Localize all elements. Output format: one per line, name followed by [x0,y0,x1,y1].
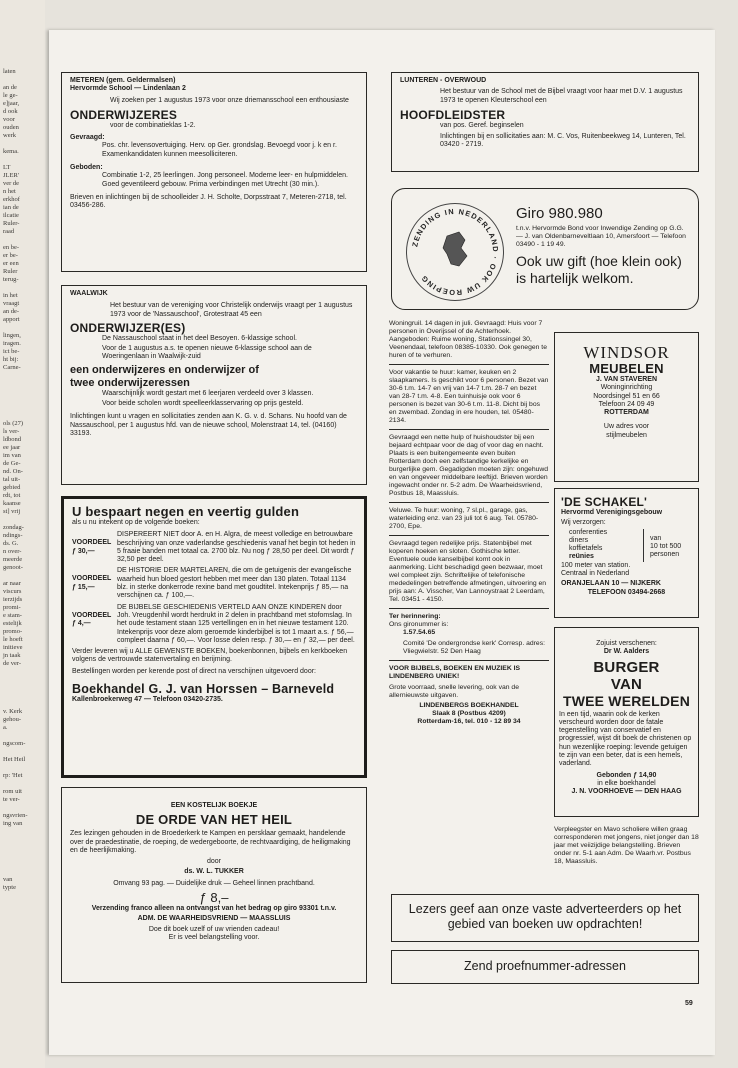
adjacent-text-fragment: promi- [3,604,21,611]
schakel-service: reünies [569,553,594,561]
discount-label: VOORDEEL [72,539,112,547]
divider [389,660,549,661]
adjacent-text-fragment: apport [3,316,20,323]
ad-specs: Omvang 93 pag. — Duidelijke druk — Geheel linnen prachtband. [113,879,315,887]
ad-title: U bespaart negen en veertig gulden [72,504,300,519]
herinnering-title: Ter herinnering: [389,613,441,620]
adjacent-text-fragment: le hoeft [3,636,23,643]
ad-title-secondary: twee onderwijzeressen [70,376,190,389]
book-description: DE BIJBELSE GESCHIEDENIS VERTELD AAN ONZE KINDEREN door Joh. Vreugdenhil wordt herdrukt in 2 delen in prachtband met stofomslag. In het oude testament staan 125 vertellingen en in het nieuwe testament 120. Intekenprijs voor deze alom geroemde kinderbijbel is tot 1 maart a.s. ƒ 56,— compleet daarna ƒ 60,—. Voor losse delen resp. ƒ 30,— en ƒ 32,— per deel. [117,603,355,644]
ad-paragraph: Waarschijnlijk wordt gestart met 6 leerjaren verdeeld over 3 klassen. [102,389,314,397]
ad-location: LUNTEREN - OVERWOUD [400,77,487,84]
ad-lezers [391,894,699,942]
ad-kicker: EEN KOSTELIJK BOEKJE [170,802,258,809]
adjacent-text-fragment: viscurs [3,588,22,595]
schakel-range: van [650,534,662,542]
divider [389,608,549,609]
adjacent-text-fragment: n het [3,188,16,195]
classified-woning: Woningruil. 14 dagen in juli. Gevraagd: Huis voor 7 personen in Overijssel of de Achterhoek. Aangeboden: Ruime woning, Stationssingel 30, Veenendaal, telefoon 08385-10330. Ook genegen te huren of te verhuren. [389,320,547,359]
adjacent-text-fragment: ierzijds [3,596,23,603]
ad-gift-line: Er is veel belangstelling voor. [168,933,260,941]
burger-title: TWEE WERELDEN [562,692,691,709]
adjacent-text-fragment: LT [3,164,11,171]
adjacent-text-fragment: ds. G. [3,540,19,547]
schakel-location: Centraal in Nederland [561,570,630,578]
adjacent-text-fragment: tal uit- [3,476,21,483]
ad-location: WAALWIJK [70,290,108,297]
schakel-range: 10 tot 500 [650,542,682,550]
giro-number: Giro 980.980 [516,205,603,222]
adjacent-text-fragment: e stam- [3,612,22,619]
schakel-title: 'DE SCHAKEL' [561,495,648,509]
book-description: DE HISTORIE DER MARTELAREN, die om de getuigenis der evangelische waarheid hun bloed gestort hebben met meer dan 130 platen. Totaal 1134 blz. in sterke donkerrode rexine band met goudtitel. Intekenprijs ƒ 85,— na verschijnen ca. ƒ 100,—. [117,567,352,600]
burger-author: Dr W. Aalders [603,648,650,656]
ad-title: ONDERWIJZERES [70,107,178,122]
windsor-owner: J. VAN STAVEREN [595,376,658,383]
adjacent-text-fragment: Ruler [3,268,18,275]
ad-paragraph: Bestellingen worden per kerende post of direct na verschijnen uitgevoerd door: [72,667,316,675]
offer-text: Combinatie 1-2, 25 leerlingen. Jong personeel. Moderne leer- en hulpmiddelen. Goed geventileerd gebouw. Prima verbindingen met Utrecht (30 min.). [102,172,348,188]
adjacent-text-fragment: ee jaar [3,444,21,451]
ad-school: Hervormde School — Lindenlaan 2 [70,85,186,93]
windsor-tag: Uw adres voor [603,423,650,431]
ad-lunteren [391,72,699,172]
ad-paragraph: Verder leveren wij u ALLE GEWENSTE BOEKEN, boekenbonnen, bijbels en kerkboeken volgens de vertrouwde statenvertaling en berijming. [72,648,348,664]
windsor-line: Telefoon 24 09 49 [598,400,655,408]
adjacent-text-fragment: an de- [3,308,20,315]
adjacent-text-fragment: erkhof [3,196,20,203]
adjacent-text-fragment: rom uit [3,788,22,795]
adjacent-text-fragment: terug- [3,276,19,283]
ad-subtitle: van pos. Geref. beginselen [440,121,524,129]
schakel-service: conferenties [569,528,608,536]
req-text: Pos. chr. levensovertuiging. Herv. op Ger. grondslag. Bevoegd voor j. k en r. Examenkandidaten kunnen meesolliciteren. [102,142,337,158]
adjacent-text-fragment: genoot- [3,564,23,571]
burger-title: VAN [610,675,643,693]
ad-gift-line: Doe dit boek uzelf of uw vrienden cadeau! [148,925,280,933]
ad-shipping: Verzending franco alleen na ontvangst van het bedrag op giro 93301 t.n.v. [91,905,337,913]
adjacent-text-fragment: ing van [3,820,23,827]
ad-meteren [61,72,367,272]
ad-title: DE ORDE VAN HET HEIL [135,812,293,828]
ad-title-secondary: een onderwijzeres en onderwijzer of [70,363,259,376]
ad-author: ds. W. L. TUKKER [184,868,244,876]
adjacent-text-fragment: a. [3,724,8,731]
netherlands-map-shape [443,232,467,266]
ad-description: Zes lezingen gehouden in de Broederkerk te Kampen en persklaar gemaakt, handelende over de praedestinatie, de roeping, de wedergeboorte, de rechtvaardiging, de heiligmaking en de heerlijkmaking. [70,830,351,854]
adjacent-text-fragment: jn taak [3,652,21,659]
ad-subtitle: als u nu intekent op de volgende boeken: [72,519,200,526]
adjacent-text-fragment: en be- [3,244,20,251]
adjacent-text-fragment: Het Heil [3,756,26,763]
adjacent-text-fragment: de ver- [3,660,22,667]
adjacent-page-strip [0,0,45,1068]
giro-label: Ons gironummer is: [389,621,449,628]
schakel-phone: TELEFOON 03494-2668 [587,588,666,596]
adjacent-text-fragment: de Ge- [3,460,21,467]
burger-kicker: Zojuist verschenen: [596,640,657,647]
adjacent-text-fragment: im van [3,452,21,459]
windsor-line: Woninginrichting [600,384,653,392]
discount-amount: ƒ 15,— [72,583,95,591]
seal-ring-text: ZENDING IN NEDERLAND · OOK UW ROEPING [410,206,501,298]
adjacent-text-fragment: ldbond [3,436,22,443]
book-item [72,531,356,564]
adjacent-text-fragment: rdt, tot [3,492,21,499]
zending-seal [406,203,504,301]
adjacent-text-fragment: ian de [3,204,19,211]
schakel-service: diners [569,536,589,544]
adjacent-text-fragment: ar naar [3,580,21,587]
adjacent-text-fragment: er be- [3,252,18,259]
windsor-tag: stijlmeubelen [606,431,647,439]
divider [389,364,549,365]
lindenbergs-name: LINDENBERGS BOEKHANDEL [419,702,519,709]
burger-publisher: J. N. VOORHOEVE — DEN HAAG [571,788,682,796]
newspaper-page [49,30,715,1055]
ad-info: Inlichtingen bij en sollicitaties aan: M. C. Vos, Ruitenbeekweg 14, Lunteren, Tel. 03420 - 2719. [440,133,686,149]
adjacent-text-fragment: ver de [3,180,20,187]
adjacent-text-fragment: kema. [3,148,19,155]
giro-value: 1.57.54.65 [403,629,436,636]
schakel-location: 100 meter van station. [561,561,631,569]
ad-title: HOOFDLEIDSTER [400,107,506,122]
book-discount [72,604,117,645]
classified-hulp: Gevraagd een nette hulp of huishoudster bij een bejaard echtpaar voor de dag of voor dag en nacht. Plaats is een buitengemeente even buiten Rotterdam doch een zelfstandige kerkelijke en burgerlijke gem. Gegadigden moeten zijn: ongehuwd en van ongeveer middelbare leeftijd. Brieven worden ingewacht onder nr. 5-2 adm. De Waarheidsvriend, Postbus 18, Maassluis. [389,434,549,497]
lindenbergs-title: VOOR BIJBELS, BOEKEN EN MUZIEK IS LINDENBERG UNIEK! [389,665,521,680]
ad-orde-heil [61,787,367,983]
zending-org: t.n.v. Hervormde Bond voor Inwendige Zending op G.G. — J. van Oldenbarneveltlaan 10, Amersfoort — Telefoon 03490 - 1 19 49. [516,225,686,248]
classifieds-column [389,320,549,726]
schakel-intro: Wij verzorgen: [561,519,606,527]
burger-description: In een tijd, waarin ook de kerken verscheurd worden door de fatale tegenstelling van conservatief en progressief, wijst dit boek de christenen op hun wezenlijke roeping: levende getuigen te zijn van een beter, dat is een hemels, vaderland. [559,710,692,768]
ad-admin: ADM. DE WAARHEIDSVRIEND — MAASSLUIS [137,915,291,923]
classified-veluwe: Veluwe. Te huur: woning, 7 sl.pl., garage, gas, waterleiding enz. van 23 juli tot 6 aug. Tel. 05780-2700, Epe. [389,507,539,530]
adjacent-text-fragment: raad [3,228,15,235]
discount-label: VOORDEEL [72,575,112,583]
ad-windsor [554,332,699,482]
adjacent-text-fragment: typte [3,884,16,891]
offer-label: Geboden: [70,164,103,172]
adjacent-text-fragment: ilcatie [3,212,19,219]
adjacent-text-fragment: ict be- [3,348,20,355]
adjacent-text-fragment: ouden [3,124,19,131]
ad-title: ONDERWIJZER(ES) [70,320,186,335]
burger-title: BURGER [593,658,660,676]
lezers-text: Lezers geef aan onze vaste adverteerders op het gebied van boeken uw opdrachten! [408,902,682,931]
adjacent-text-fragment: lingen, [3,332,21,339]
schakel-range: personen [650,551,680,559]
ad-paragraph: De Nassauschool staat in het deel Besoyen. 6-klassige school. [102,334,297,342]
zend-text: Zend proefnummer-adressen [464,959,626,973]
ad-books-horssen [61,496,367,778]
ad-location: METEREN (gem. Geldermalsen) [70,77,176,84]
windsor-title: MEUBELEN [589,361,664,376]
adjacent-text-fragment: gehou- [3,716,22,723]
ad-subtitle: voor de combinatieklas 1-2. [110,121,196,129]
adjacent-text-fragment: ls ver- [3,428,20,435]
shop-address: Kallenbroekerweg 47 — Telefoon 03420-2735. [72,696,223,704]
classified-verpleegster: Verpleegster en Mavo scholiere willen graag corresponderen met jongens, niet jonger dan 18 jaar met veiizijdige belangstelling. Brieven onder nr. 5-1 aan Adm. De Waarh.vr. Postbus 18, Maassluis. [554,826,699,865]
lindenbergs-address: Slaak 8 (Postbus 4209) [432,710,506,717]
ad-waalwijk [61,285,367,485]
adjacent-text-fragment: n over- [3,548,22,555]
adjacent-text-fragment: estelijk [3,620,22,627]
comite-address: Comité 'De ondergrondse kerk' Corresp. adres: Vliegwielstr. 52 Den Haag [403,640,545,655]
ad-footer: Inlichtingen kunt u vragen en sollicitaties zenden aan K. G. v. d. Schans. Nu hoofd van de Nassauschool, per 1 augustus hfd. van de nieuwe school, Molenstraat 14, tel. (04160) 33193. [70,413,347,437]
book-item [72,604,356,645]
ad-intro: Wij zoeken per 1 augustus 1973 voor onze driemansschool een enthousiaste [110,96,349,104]
divider [389,502,549,503]
adjacent-text-fragment: van [3,876,13,883]
burger-price: Gebonden ƒ 14,90 [596,771,657,779]
adjacent-text-fragment: ht bij: [3,356,19,363]
adjacent-text-fragment: te ver- [3,796,20,803]
windsor-logo: WINDSOR [583,343,670,362]
adjacent-text-fragment: v. Kerk [3,708,23,715]
classified-statenbijbel: Gevraagd tegen redelijke prijs. Statenbijbel met koperen hoeken en sloten. Gothische letter. Eventuele oude kanselbijbel komt ook in aanmerking. Licht beschadigd geen bezwaar, moet wel compleet zijn. Schriftelijke of telefonische mededelingen betreffende afmetingen, uitvoering en prijs aan: A. Visscher, Van Lannoystraat 2 Leerdam, Tel. 03451 - 4150. [389,540,547,603]
lindenbergs-city: Rotterdam-16, tel. 010 - 12 89 34 [417,718,521,725]
adjacent-text-fragment: st] vrij [3,508,21,515]
discount-amount: ƒ 4,— [72,619,91,627]
book-discount [72,531,117,564]
adjacent-text-fragment: ngscom- [3,740,26,747]
ad-by: door [206,858,221,866]
adjacent-text-fragment: kaanse [3,500,21,507]
book-item [72,567,356,600]
adjacent-text-fragment: gebied [3,484,21,491]
adjacent-text-fragment: meerde [3,556,23,563]
adjacent-text-fragment: an de [3,84,17,91]
ad-schakel [554,488,699,618]
adjacent-text-fragment: ndings- [3,532,23,539]
schakel-address: ORANJELAAN 10 — NIJKERK [561,580,661,588]
adjacent-text-fragment: initieve [3,644,23,651]
windsor-city: ROTTERDAM [604,409,649,417]
ad-intro: Het bestuur van de School met de Bijbel vraagt voor haar met D.V. 1 augustus 1973 te openen Kleuterschool een [440,88,683,104]
adjacent-text-fragment: rp: 'Het [3,772,23,779]
adjacent-text-fragment: vraagt [3,300,20,307]
adjacent-text-fragment: Carne- [3,364,21,371]
divider [389,535,549,536]
adjacent-text-fragment: in het [3,292,18,299]
adjacent-text-fragment: laten [3,68,16,75]
book-discount [72,567,117,600]
adjacent-text-fragment: er een [3,260,19,267]
adjacent-text-fragment: e]jaar, [3,100,20,107]
windsor-line: Noordsingel 51 en 66 [593,392,660,400]
adjacent-text-fragment: promo- [3,628,23,635]
adjacent-text-fragment: ngsvrien- [3,812,28,819]
lindenbergs-text: Grote voorraad, snelle levering, ook van de allernieuwste uitgaven. [389,684,519,699]
adjacent-text-fragment: d ook [3,108,18,115]
shop-name: Boekhandel G. J. van Horssen – Barneveld [72,682,335,697]
divider [389,429,549,430]
ad-burger [554,627,699,817]
ad-paragraph: Voor de 1 augustus a.s. te openen nieuwe 6-klassige school aan de Woeringenlaan in Waalwijk-zuid [102,345,312,361]
ad-intro: Het bestuur van de vereniging voor Christelijk onderwijs vraagt per 1 augustus 1973 voor de 'Nassauschool', Grotestraat 45 een [110,302,353,318]
ad-zending [391,188,699,310]
classified-vakantie: Voor vakantie te huur: kamer, keuken en 2 slaapkamers. Is geschikt voor 6 personen. Bezet van 30-6 t.m. 14-7 en vrij van 14-7 t.m. 28-7 en bezet van 28-7 t.m. 4-8. Een tuinhuisje ook voor 6 personen is bezet van 30-6 t.m. 11-8. Dicht bij bos en zwembad. Zondag in ere houden, tel. 05480-2134. [389,369,549,424]
schakel-services [561,529,641,562]
zending-slogan: Ook uw gift (hoe klein ook) is hartelijk welkom. [516,253,682,286]
ad-zend [391,950,699,984]
page-number: 59 [685,1000,693,1007]
req-label: Gevraagd: [70,134,105,142]
adjacent-text-fragment: zondag- [3,524,24,531]
schakel-subtitle: Hervormd Verenigingsgebouw [561,509,663,516]
adjacent-text-fragment: voor [3,116,15,123]
schakel-service: koffietafels [569,545,603,553]
adjacent-text-fragment: JLER' [3,172,19,179]
ad-footer: Brieven en inlichtingen bij de schoolleider J. H. Scholte, Dorpsstraat 7, Meteren-2718, tel. 03456-286. [70,193,347,210]
burger-shops: in elke boekhandel [597,779,656,787]
book-list [72,531,356,645]
adjacent-text-fragment: nd. On- [3,468,23,475]
ad-paragraph: Voor beide scholen wordt speelleerklasservaring op prijs gesteld. [102,400,304,408]
discount-amount: ƒ 30,— [72,547,95,555]
adjacent-text-fragment: le ge- [3,92,18,99]
adjacent-text-fragment: iragen. [3,340,21,347]
book-description: DISPEREERT NIET door A. en H. Algra, de meest volledige en betrouwbare beschrijving van onze vaderlandse geschiedenis vanaf het begin tot heden in 5 fraaie banden met totaal ca. 2700 blz. Nu nog ƒ 28,50 per deel. Dit wordt ƒ 32,50 per deel. [117,531,356,564]
adjacent-text-fragment: werk [3,132,16,139]
ad-price: ƒ 8,– [199,890,229,906]
adjacent-text-fragment: ols (27) [3,420,24,427]
adjacent-text-fragment: Ruler- [3,220,20,227]
discount-label: VOORDEEL [72,611,112,619]
